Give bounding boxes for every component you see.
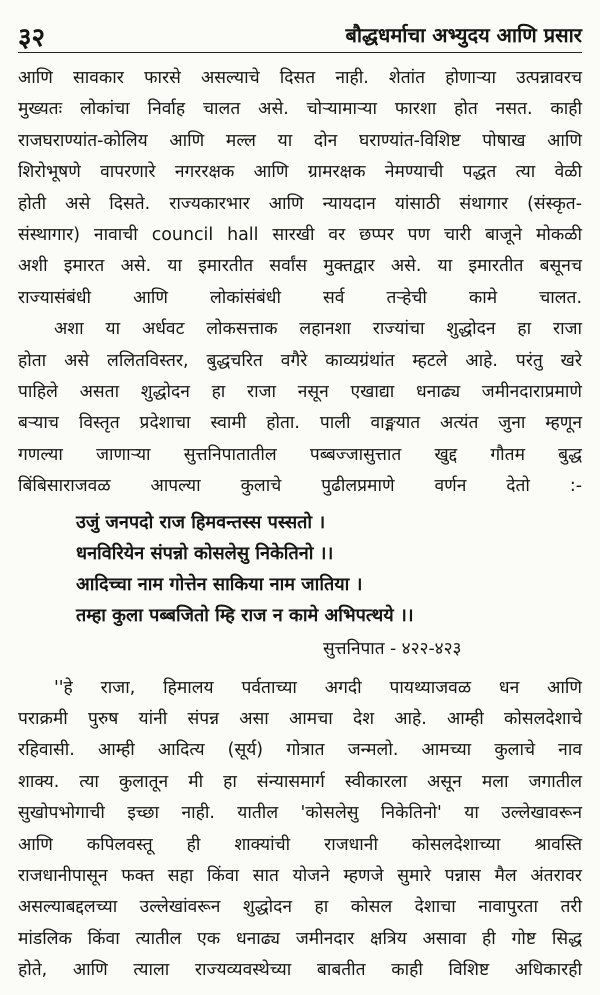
text-line: पाहिले असता शुद्धोदन हा राजा नसून एखाद्या धनाढ्य जमीनदाराप्रमाणे: [18, 382, 582, 403]
text-line: शाक्य. त्या कुलातून मी हा संन्यासमार्ग स्वीकारला असून मला जगातील: [18, 771, 582, 792]
verse-line: तम्हा कुला पब्बजितो म्हि राज न कामे अभिपत्थये ।।: [76, 605, 414, 627]
text-line: आणि कपिलवस्तू ही शाक्यांची राजधानी कोसलदेशाच्या श्रावस्ति: [18, 834, 582, 855]
text-line: राज्यासंबंधी आणि लोकांसंबंधी सर्व तऱ्हेची कामे चालत.: [18, 287, 582, 308]
text-line: शिरोभूषणे वापरणारे नगररक्षक आणि ग्रामरक्षक नेमण्याची पद्धत त्या वेळी: [18, 162, 582, 183]
text-line: बऱ्याच विस्तृत प्रदेशाचा स्वामी होता. पाली वाङ्मयात अत्यंत जुना म्हणून: [18, 413, 582, 434]
running-title: बौद्धधर्माचा अभ्युदय आणि प्रसार: [345, 23, 582, 47]
paragraph-1: [18, 63, 582, 314]
paragraph-3: [18, 673, 582, 987]
verse-line: आदिच्चा नाम गोत्तेन साकिया नाम जातिया ।: [76, 574, 363, 596]
text-line: ''हे राजा, हिमालय पर्वताच्या अगदी पायथ्याजवळ धन आणि: [54, 677, 582, 698]
text-line: संस्थागार) नावाची council hall सारखी वर छप्पर पण चारी बाजूने मोकळी: [18, 225, 582, 246]
text-line: असल्याबद्दलच्या उल्लेखांवरून शुद्धोदन हा कोसल देशाचा नावापुरता तरी: [18, 897, 582, 918]
text-line: सुखोपभोगाची इच्छा नाही. यातील 'कोसलेसु निकेतिनो' या उल्लेखावरून: [18, 803, 582, 824]
text-line: मांडलिक किंवा त्यातील एक धनाढ्य जमीनदार क्षत्रिय असावा ही गोष्ट सिद्ध: [18, 928, 582, 949]
text-line: होता असे ललितविस्तर, बुद्धचरित वगैरे काव्यग्रंथांत म्हटले आहे. परंतु खरे: [18, 350, 582, 371]
page-number: ३२: [18, 23, 46, 53]
text-line: राजघराण्यांत-कोलिय आणि मल्ल या दोन घराण्यांत-विशिष्ट पोषाख आणि: [18, 130, 582, 151]
text-line: पराक्रमी पुरुष यांनी संपन्न असा आमचा देश आहे. आम्ही कोसलदेशाचे: [18, 708, 582, 729]
text-line: राजधानीपासून फक्त सहा किंवा सात योजने म्हणजे सुमारे पन्नास मैल अंतरावर: [18, 865, 582, 886]
page-header: [18, 12, 582, 53]
text-line: होती असे दिसते. राज्यकारभार आणि न्यायदान यांसाठी संथागार (संस्कृत-: [18, 193, 582, 214]
text-line: बिंबिसाराजवळ आपल्या कुलाचे पुढीलप्रमाणे वर्णन देतो :-: [18, 476, 582, 497]
text-line: रहिवासी. आम्ही आदित्य (सूर्य) गोत्रात जन्मलो. आमच्या कुलाचे नाव: [18, 740, 582, 761]
text-line: अशा या अर्धवट लोकसत्ताक लहानशा राज्यांचा शुद्धोदन हा राजा: [54, 319, 582, 340]
paragraph-2: [18, 314, 582, 502]
text-line: गणल्या जाणाऱ्या सुत्तनिपातातील पब्बज्जासुत्तात खुद्द गौतम बुद्ध: [18, 444, 582, 465]
text-line: होते, आणि त्याला राज्यव्यवस्थेच्या बाबतीत काही विशिष्ट अधिकारही: [18, 960, 582, 981]
pali-verse: [76, 507, 582, 632]
text-line: आणि सावकार फारसे असल्याचे दिसत नाही. शेतांत होणाऱ्या उत्पन्नावरच: [18, 68, 582, 88]
text-line: मुख्यतः लोकांचा निर्वाह चालत असे. चोऱ्यामाऱ्या फारशा होत नसत. काही: [18, 99, 582, 120]
text-line: अशी इमारत असे. या इमारतीत सर्वांस मुक्तद्वार असे. या इमारतीत बसूनच: [18, 256, 582, 277]
verse-source: सुत्तनिपात - ४२२-४२३: [323, 638, 462, 659]
verse-line: उजुं जनपदो राज हिमवन्तस्स पस्सतो ।: [76, 511, 326, 533]
verse-line: धनविरियेन संपन्नो कोसलेसु निकेतिनो ।।: [76, 542, 334, 564]
